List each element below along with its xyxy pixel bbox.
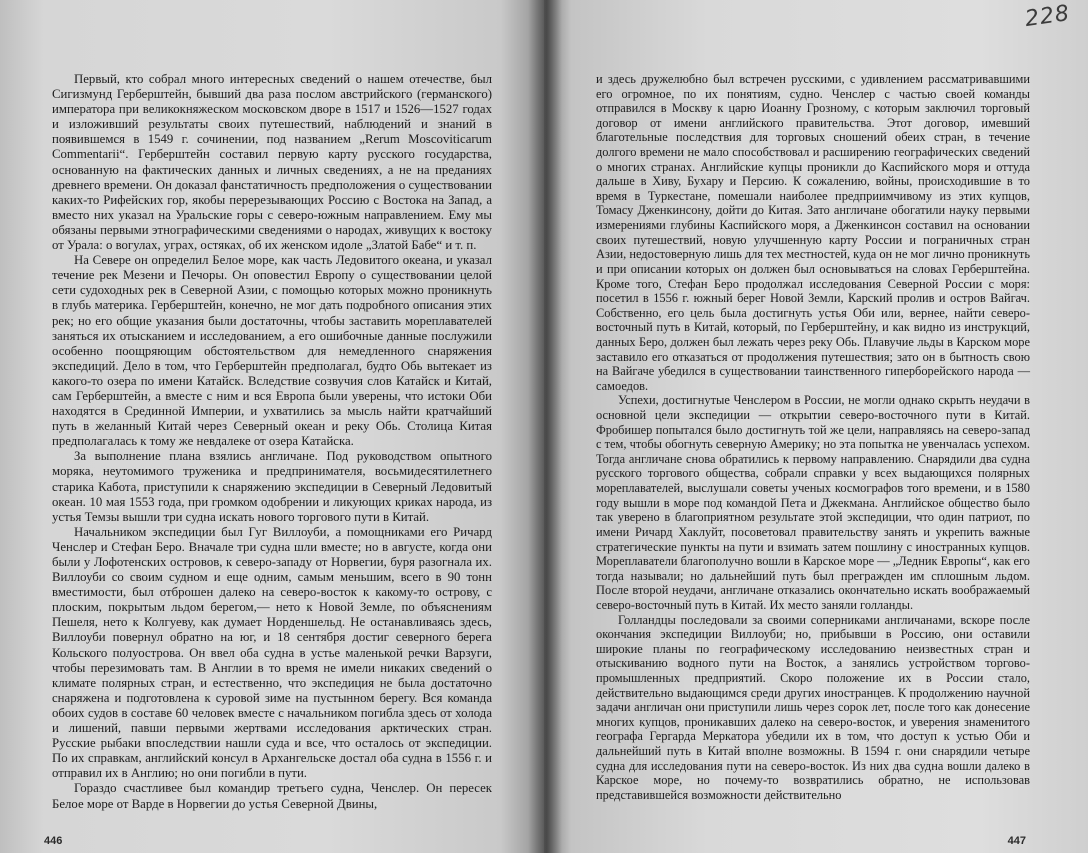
paragraph: За выполнение плана взялись англичане. Под руководством опытного моряка, неутомимого труженика и предпринимателя, восьмидесятилетнего старика Кабота, приступили к снаряжению экспедиции в Северный Ледовитый океан. 10 мая 1553 года, при громком одобрении и ликующих криках народа, из устья Темзы вышли три судна искать нового торгового пути в Китай. [52, 449, 492, 524]
paragraph: Начальником экспедиции был Гуг Виллоуби, а помощниками его Ричард Ченслер и Стефан Беро. Вначале три судна шли вместе; но в августе, когда они были у Лофотенских островов, к северо-западу от Норвегии, буря разогнала их. Виллоуби со своим судном и еще одним, самым меньшим, всего в 90 тонн вместимости, был отброшен далеко на северо-восток к какому-то острову, с плоским, покрытым льдом берегом,— нето к Новой Земле, по объяснениям Пешеля, нето к Колгуеву, как думает Норденшельд. Не останавливаясь здесь, Виллоуби повернул обратно на юг, и 18 сентября достиг северного берега Кольского полуострова. Он ввел оба судна в устье маленькой речки Варзуги, чтобы перезимовать там. В Англии в то время не имели никаких сведений о климате полярных стран, и естественно, что экспедиция не была достаточно снаряжена и подготовлена к суровой зиме на пустынном берегу. Вся команда обоих судов в составе 60 человек вместе с начальником погибла здесь от холода и лишений, павши первыми жертвами исследования арктических стран. Русские рыбаки впоследствии нашли суда и все, что осталось от экспедиции. По их справкам, английский консул в Архангельске достал оба судна в 1556 г. и отправил их в Англию; но они погибли в пути. [52, 524, 492, 781]
paragraph: и здесь дружелюбно был встречен русскими, с удивлением рассматривавшими его огромное, по их понятиям, судно. Ченслер с частью своей команды отправился в Москву к царю Иоанну Грозному, с которым заключил торговый договор от имени английского правительства. Этот договор, имевший благотельные последствия для торговых сношений обеих стран, в течение долгого времени не мало способствовал и расширению географических сведений о многих странах. Английские купцы проникли до Каспийского моря и оттуда дальше в Хиву, Бухару и Персию. К сожалению, войны, происходившие в то время в Туркестане, помешали наиболее предприимчивому из этих купцов, Томасу Дженкинсону, дойти до Китая. Зато англичане обогатили науку первыми измерениями глубины Каспийского моря, а Дженкинсон составил на основании своих путешествий, новую улучшенную карту России и пограничных стран Азии, недостоверную лишь для тех местностей, куда он не мог лично проникнуть и при описании которых он должен был основываться на словах Герберштейна. Кроме того, Стефан Беро продолжал исследования Северной России с моря: посетил в 1556 г. южный берег Новой Земли, Карский пролив и остров Вайгач. Собственно, его цель была достигнуть устья Оби или, вернее, найти северо-восточный путь в Китай, который, по Герберштейну, и как видно из инструкций, данных Беро, должен был лежать через реку Обь. Плавучие льды в Карском море заставило его отказаться от продолжения путешествия; зато он в бытность свою на Вайгаче убедился в существовании таинственного гиперборейского народа — самоедов. [596, 72, 1030, 393]
paragraph: Первый, кто собрал много интересных сведений о нашем отечестве, был Сигизмунд Герберштейн, бывший два раза послом австрийского (германского) императора при великокняжеском московском дворе в 1517 и 1526—1527 годах и изложивший результаты своих путешествий, наблюдений и знаний в появившемся в 1549 г. сочинении, под названием „Rerum Moscoviticarum Commentarii“. Герберштейн составил первую карту русского государства, основанную на фактических данных и личных сведениях, а не на преданиях древнего времени. Он доказал фанстатичность предположения о существовании каких-то Рифейских гор, якобы перерезывающих Россию с Востока на Запад, а вместо них указал на Уральские горы с северо-южным направлением. Ему мы обязаны первыми этнографическими сведениями о народах, живущих к востоку от Урала: о вогулах, уграх, остяках, об их женском идоле „Златой Бабе“ и т. п. [52, 72, 492, 253]
paragraph: На Севере он определил Белое море, как часть Ледовитого океана, и указал течение рек Мезени и Печоры. Он оповестил Европу о существовании целой сети судоходных рек в Северной Азии, с помощью которых можно проникнуть в глубь материка. Герберштейн, конечно, не мог дать подробного описания этих рек; но его общие указания были достаточны, чтобы заставить мореплавателей заняться их отысканием и исследованием, а его ошибочные данные послужили особенно поощряющим обстоятельством для немедленного снаряжения экспедиций. Дело в том, что Герберштейн предполагал, будто Обь вытекает из какого-то озера по имени Катайск. Вследствие созвучия слов Катайск и Китай, сам Герберштейн, а вместе с ним и вся Европа были уверены, что истоки Оби находятся в Срединной Империи, и ухватились за мысль найти кратчайший путь в желанный Китай через Северный океан и реку Обь. Столица Китая предполагалась к тому же невдалеке от озера Катайска. [52, 253, 492, 449]
left-page-text [52, 72, 492, 812]
handwritten-archive-number: 228 [1023, 0, 1072, 33]
page-number-left: 446 [44, 835, 63, 847]
page-number-right: 447 [1007, 835, 1026, 847]
paragraph: Голландцы последовали за своими соперниками англичанами, вскоре после окончания экспедиции Виллоуби; но, прибывши в Россию, они оставили широкие планы по географическому исследованию неизвестных стран и отыскиванию водного пути на Восток, а занялись устройством торгово-промышленных предприятий. Скоро положение их в России стало, действительно выдающимся среди других иностранцев. К продолжению научной задачи англичан они приступили лишь через сорок лет, после того как донесение многих купцов, проникавших далеко на северо-восток, и уверения знаменитого географа Гергарда Меркатора убедили их в том, что доступ к устью Оби и дальнейший путь в Китай вполне возможны. В 1594 г. они снарядили четыре судна для исследования пути на северо-восток. Из них два судна вошли далеко в Карское море, но почему-то возвратились обратно, не использовав представившейся возможности действительно [596, 612, 1030, 802]
paragraph: Успехи, достигнутые Ченслером в России, не могли однако скрыть неудачи в основной цели экспедиции — открытии северо-восточного пути в Китай. Фробишер попытался было достигнуть той же цели, направляясь на северо-запад с тем, чтобы обогнуть северную Америку; но эта попытка не увенчалась успехом. Тогда англичане снова обратились к первому направлению. Снарядили два судна русского торгового общества, собрали справки у всех выдающихся полярных мореплавателей, выслушали советы ученых космографов того времени, и в 1580 году вышли в море под командой Пета и Джекмана. Английское общество было так уверено в благоприятном результате этой экспедиции, что один патриот, по имени Ричард Хаклуйт, посоветовал правительству занять и укрепить важные стратегические пункты на пути и взимать затем пошлину с иностранных купцов. Мореплаватели благополучно вошли в Карское море — „Ледник Европы“, как его тогда называли; но дальнейший путь был прегражден им сплошным льдом. После второй неудачи, англичане отказались окончательно искать воображаемый северо-восточный путь в Китай. Их место заняли голланды. [596, 393, 1030, 612]
right-page [544, 0, 1088, 853]
paragraph: Гораздо счастливее был командир третьего судна, Ченслер. Он пересек Белое море от Варде в Норвегии до устья Северной Двины, [52, 781, 492, 811]
right-page-text [596, 72, 1030, 802]
